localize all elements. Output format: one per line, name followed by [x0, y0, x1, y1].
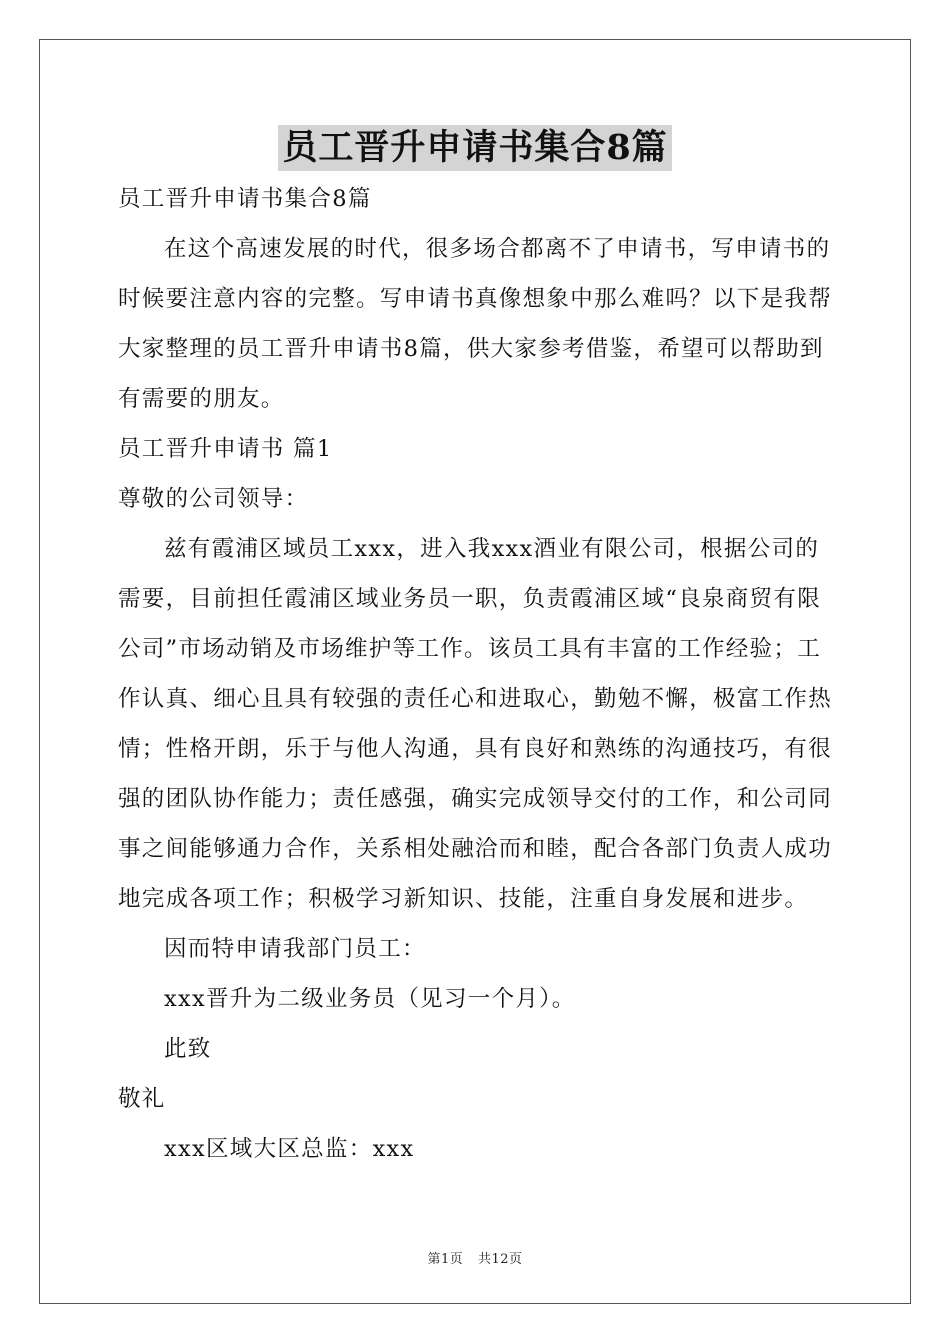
document-title: 员工晋升申请书集合8篇 [278, 125, 671, 171]
page-footer [0, 1248, 950, 1267]
closing-line: 此致 [164, 1036, 212, 1062]
page-total: 共12页 [477, 1252, 523, 1267]
section-heading: 员工晋升申请书 篇1 [118, 436, 333, 462]
body-line: 需要，目前担任霞浦区域业务员一职，负责霞浦区域“良泉商贸有限 [118, 586, 822, 612]
intro-line: 在这个高速发展的时代，很多场合都离不了申请书，写申请书的 [164, 236, 831, 262]
signature-line: xxx区域大区总监：xxx [164, 1136, 415, 1162]
page-border [39, 39, 911, 1304]
title-container [0, 125, 950, 171]
intro-line: 大家整理的员工晋升申请书8篇，供大家参考借鉴，希望可以帮助到 [118, 336, 824, 362]
request-line: 因而特申请我部门员工： [164, 936, 426, 962]
body-line: 作认真、细心且具有较强的责任心和进取心，勤勉不懈，极富工作热 [118, 686, 833, 712]
body-line: 情；性格开朗，乐于与他人沟通，具有良好和熟练的沟通技巧，有很 [118, 736, 833, 762]
intro-line: 时候要注意内容的完整。写申请书真像想象中那么难吗？以下是我帮 [118, 286, 833, 312]
promotion-line: xxx晋升为二级业务员（见习一个月）。 [164, 986, 576, 1012]
intro-line: 有需要的朋友。 [118, 386, 285, 412]
body-line: 事之间能够通力合作，关系相处融洽而和睦，配合各部门负责人成功 [118, 836, 833, 862]
document-subtitle: 员工晋升申请书集合8篇 [118, 186, 372, 212]
salutation: 尊敬的公司领导： [118, 486, 309, 512]
body-line: 公司”市场动销及市场维护等工作。该员工具有丰富的工作经验；工 [118, 636, 822, 662]
body-line: 强的团队协作能力；责任感强，确实完成领导交付的工作，和公司同 [118, 786, 833, 812]
closing-line: 敬礼 [118, 1086, 166, 1112]
page-number: 第1页 [427, 1252, 464, 1267]
body-line: 地完成各项工作；积极学习新知识、技能，注重自身发展和进步。 [118, 886, 809, 912]
body-line: 兹有霞浦区域员工xxx，进入我xxx酒业有限公司，根据公司的 [164, 536, 820, 562]
